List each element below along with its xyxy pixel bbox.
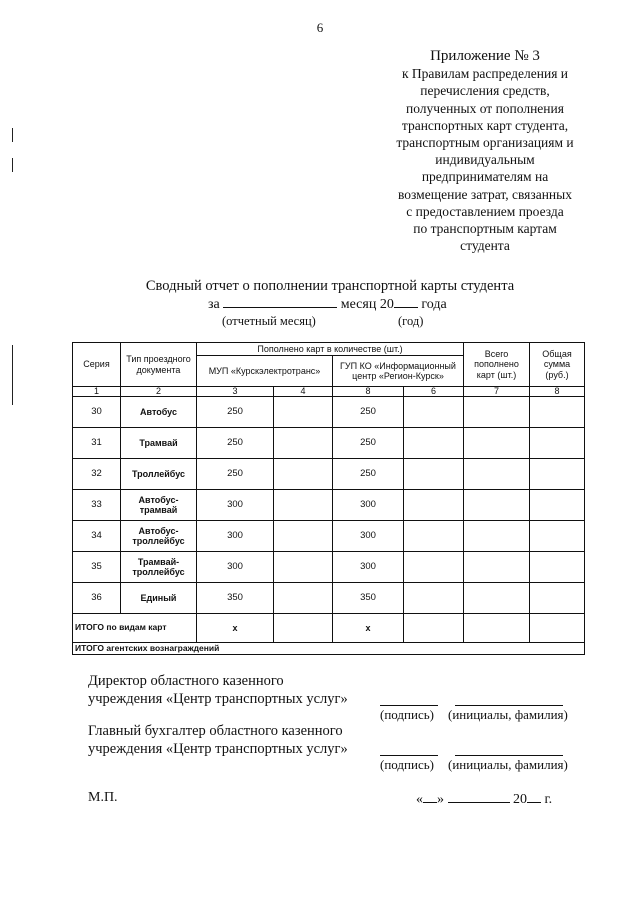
appendix-line: возмещение затрат, связанных bbox=[398, 186, 572, 202]
period-for-label: за bbox=[208, 297, 220, 312]
cell-price-org1: 300 bbox=[197, 552, 274, 583]
fees-label: ИТОГО агентских вознаграждений bbox=[73, 643, 585, 655]
cell-empty bbox=[274, 428, 333, 459]
appendix-line: транспортным организациям и bbox=[396, 135, 574, 151]
cell-price-org2: 250 bbox=[333, 428, 404, 459]
col-number: 3 bbox=[197, 387, 274, 397]
appendix-line: предпринимателям на bbox=[421, 169, 549, 185]
cell-empty bbox=[274, 583, 333, 614]
total-org2: х bbox=[333, 614, 404, 643]
cell-price-org1: 250 bbox=[197, 428, 274, 459]
report-title: Сводный отчет о пополнении транспортной карты студента bbox=[145, 278, 515, 294]
cell-empty bbox=[274, 397, 333, 428]
cell-price-org1: 300 bbox=[197, 490, 274, 521]
cell-empty bbox=[530, 521, 585, 552]
director-signature-line bbox=[380, 705, 438, 706]
date-quote-close: » bbox=[437, 792, 444, 807]
director-caption-sign: (подпись) bbox=[380, 707, 434, 722]
month-blank bbox=[223, 295, 337, 308]
accountant-title bbox=[88, 722, 348, 758]
page-number: 6 bbox=[316, 20, 324, 35]
cell-empty bbox=[530, 459, 585, 490]
appendix-line: студента bbox=[460, 238, 510, 254]
table-row bbox=[73, 583, 585, 614]
cell-series: 35 bbox=[73, 552, 121, 583]
cell-price-org2: 300 bbox=[333, 552, 404, 583]
cell-empty bbox=[464, 490, 530, 521]
cell-empty bbox=[274, 521, 333, 552]
director-caption-name: (инициалы, фамилия) bbox=[448, 707, 568, 722]
cell-empty bbox=[530, 583, 585, 614]
table-row bbox=[73, 552, 585, 583]
appendix-line: транспортных карт студента, bbox=[401, 117, 569, 133]
header-total-cards: Всего пополнено карт (шт.) bbox=[464, 343, 530, 387]
date-quote-open: « bbox=[416, 792, 423, 807]
cell-empty bbox=[404, 428, 464, 459]
accountant-signature-line bbox=[380, 755, 438, 756]
margin-mark bbox=[12, 345, 13, 405]
cell-empty bbox=[404, 397, 464, 428]
cell-empty bbox=[464, 397, 530, 428]
cell-doc-type: Троллейбус bbox=[121, 459, 197, 490]
appendix-line: по транспортным картам bbox=[413, 221, 557, 237]
director-name-line bbox=[455, 705, 563, 706]
cell-series: 32 bbox=[73, 459, 121, 490]
director-line1: Директор областного казенного bbox=[88, 673, 284, 689]
header-replenished: Пополнено карт в количестве (шт.) bbox=[197, 343, 464, 356]
month-blank bbox=[448, 790, 510, 803]
table-row bbox=[73, 428, 585, 459]
report-table bbox=[72, 342, 585, 655]
accountant-name-line bbox=[455, 755, 563, 756]
appendix-header bbox=[355, 48, 615, 254]
cell-empty bbox=[464, 583, 530, 614]
appendix-line: перечисления средств, bbox=[420, 83, 550, 99]
cell-empty bbox=[274, 490, 333, 521]
cell-empty bbox=[530, 552, 585, 583]
cell-series: 36 bbox=[73, 583, 121, 614]
col-number: 1 bbox=[73, 387, 121, 397]
appendix-line: с предоставлением проезда bbox=[406, 203, 564, 219]
cell-price-org1: 300 bbox=[197, 521, 274, 552]
accountant-line1: Главный бухгалтер областного казенного bbox=[88, 723, 343, 739]
table-row bbox=[73, 521, 585, 552]
signature-date bbox=[416, 790, 552, 808]
cell-empty bbox=[464, 521, 530, 552]
total-label: ИТОГО по видам карт bbox=[73, 614, 197, 643]
appendix-line: к Правилам распределения и bbox=[401, 66, 569, 82]
cell-price-org2: 300 bbox=[333, 521, 404, 552]
total-org1: х bbox=[197, 614, 274, 643]
caption-month: (отчетный месяц) bbox=[222, 314, 316, 328]
cell-price-org2: 250 bbox=[333, 397, 404, 428]
header-series: Серия bbox=[73, 343, 121, 387]
report-period bbox=[208, 295, 447, 313]
cell-price-org1: 250 bbox=[197, 459, 274, 490]
cell-empty bbox=[404, 583, 464, 614]
cell-empty bbox=[530, 614, 585, 643]
cell-empty bbox=[404, 490, 464, 521]
appendix-line: полученных от пополнения bbox=[406, 100, 564, 116]
cell-series: 31 bbox=[73, 428, 121, 459]
cell-doc-type: Автобус-трамвай bbox=[121, 490, 197, 521]
table-row bbox=[73, 459, 585, 490]
col-number: 8 bbox=[530, 387, 585, 397]
col-number: 6 bbox=[404, 387, 464, 397]
header-org-kurskelektrotrans: МУП «Курскэлектротранс» bbox=[197, 356, 333, 387]
cell-series: 34 bbox=[73, 521, 121, 552]
cell-price-org1: 250 bbox=[197, 397, 274, 428]
margin-mark bbox=[12, 128, 13, 142]
total-row bbox=[73, 614, 585, 643]
accountant-line2: учреждения «Центр транспортных услуг» bbox=[88, 741, 348, 757]
cell-price-org2: 300 bbox=[333, 490, 404, 521]
caption-year: (год) bbox=[398, 314, 424, 328]
col-number: 7 bbox=[464, 387, 530, 397]
date-suffix: г. bbox=[544, 792, 553, 807]
cell-doc-type: Автобус bbox=[121, 397, 197, 428]
cell-empty bbox=[404, 521, 464, 552]
cell-empty bbox=[274, 552, 333, 583]
cell-empty bbox=[464, 428, 530, 459]
date-year-prefix: 20 bbox=[513, 792, 527, 807]
cell-empty bbox=[464, 459, 530, 490]
accountant-caption-name: (инициалы, фамилия) bbox=[448, 757, 568, 772]
header-total-sum: Общая сумма (руб.) bbox=[530, 343, 585, 387]
cell-price-org2: 350 bbox=[333, 583, 404, 614]
accountant-caption-sign: (подпись) bbox=[380, 757, 434, 772]
cell-price-org2: 250 bbox=[333, 459, 404, 490]
cell-price-org1: 350 bbox=[197, 583, 274, 614]
stamp-place: М.П. bbox=[88, 790, 118, 805]
col-number: 2 bbox=[121, 387, 197, 397]
cell-empty bbox=[274, 614, 333, 643]
day-blank bbox=[423, 790, 437, 803]
cell-empty bbox=[530, 397, 585, 428]
margin-mark bbox=[12, 158, 13, 172]
year-blank bbox=[394, 295, 418, 308]
header-org-region-kursk: ГУП КО «Информационный центр «Регион-Курск» bbox=[333, 356, 464, 387]
cell-empty bbox=[464, 552, 530, 583]
table-row bbox=[73, 397, 585, 428]
cell-series: 33 bbox=[73, 490, 121, 521]
cell-doc-type: Трамвай-троллейбус bbox=[121, 552, 197, 583]
cell-doc-type: Автобус-троллейбус bbox=[121, 521, 197, 552]
cell-empty bbox=[404, 614, 464, 643]
period-year-label: года bbox=[421, 297, 447, 312]
col-number: 4 bbox=[274, 387, 333, 397]
col-number: 8 bbox=[333, 387, 404, 397]
period-month-label: месяц 20 bbox=[340, 297, 394, 312]
cell-empty bbox=[274, 459, 333, 490]
director-title bbox=[88, 672, 348, 708]
cell-doc-type: Трамвай bbox=[121, 428, 197, 459]
cell-empty bbox=[530, 490, 585, 521]
header-doc-type: Тип проездного документа bbox=[121, 343, 197, 387]
cell-empty bbox=[530, 428, 585, 459]
cell-empty bbox=[404, 552, 464, 583]
year-blank bbox=[527, 790, 541, 803]
cell-empty bbox=[464, 614, 530, 643]
director-line2: учреждения «Центр транспортных услуг» bbox=[88, 691, 348, 707]
cell-doc-type: Единый bbox=[121, 583, 197, 614]
table-row bbox=[73, 490, 585, 521]
cell-empty bbox=[404, 459, 464, 490]
cell-series: 30 bbox=[73, 397, 121, 428]
fees-row bbox=[73, 643, 585, 655]
appendix-line: индивидуальным bbox=[435, 152, 535, 168]
appendix-title: Приложение № 3 bbox=[430, 48, 540, 64]
